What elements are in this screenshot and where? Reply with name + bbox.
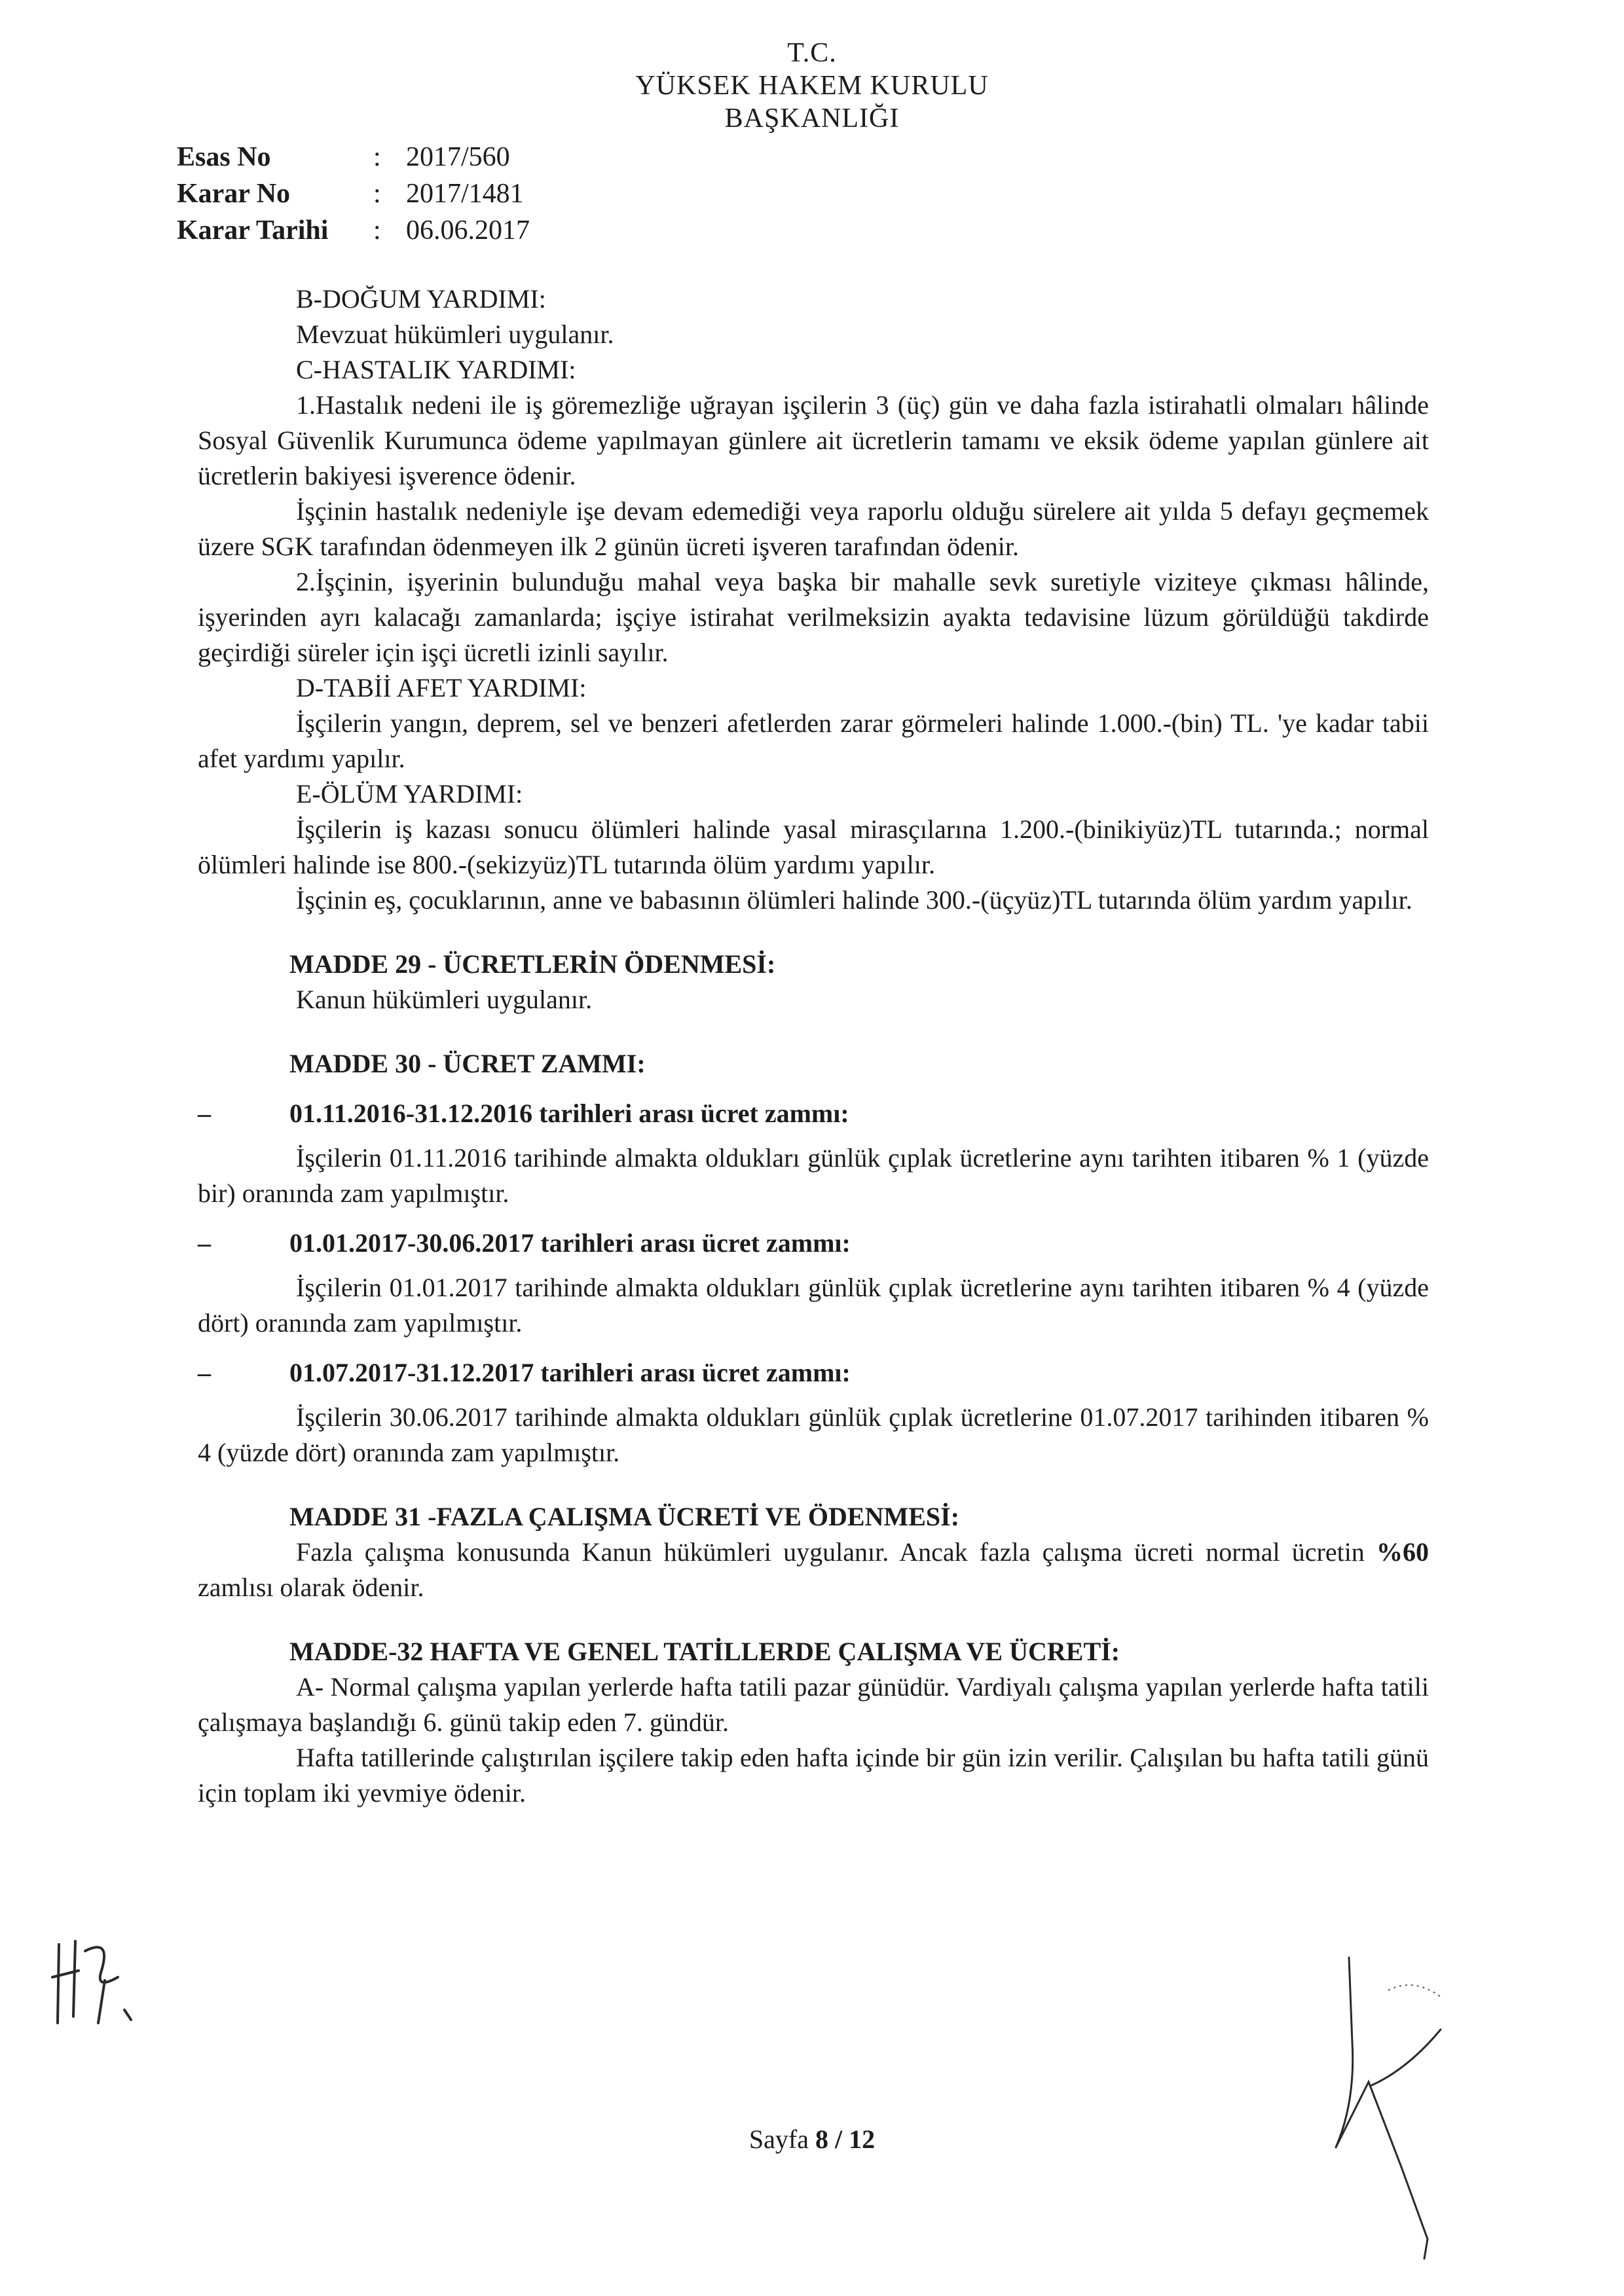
meta-label: Karar No xyxy=(177,179,291,209)
wage-increase-text: İşçilerin 01.01.2017 tarihinde almakta oldukları günlük çıplak ücretlerine aynı tarihten itibaren % 4 (yüzde dört) oranında zam yapılmıştır. xyxy=(198,1273,1429,1338)
article-31-text xyxy=(198,1535,1429,1605)
page-prefix: Sayfa xyxy=(748,2124,815,2154)
handwritten-signature xyxy=(1310,1951,1493,2265)
wage-increase-heading xyxy=(198,1355,1429,1391)
list-dash: – xyxy=(198,1099,211,1128)
article-30-title: MADDE 30 - ÜCRET ZAMMI: xyxy=(289,1049,646,1078)
paragraph-c3: 2.İşçinin, işyerinin bulunduğu mahal veya başka bir mahalle sevk suretiyle viziteye çıkması hâlinde, işyerinden ayrı kalacağı zamanlarda; işçiye istirahat verilmeksizin ayakta tedavisine lüzum görüldüğü takdirde geçirdiği süreler için işçi ücretli izinli sayılır. xyxy=(198,567,1429,667)
header-tc: T.C. xyxy=(787,38,837,68)
wage-increase-heading xyxy=(198,1096,1429,1131)
document-body xyxy=(198,282,1429,1811)
page-current: 8 xyxy=(815,2124,828,2154)
paragraph-c1: 1.Hastalık nedeni ile iş göremezliğe uğrayan işçilerin 3 (üç) gün ve daha fazla istirahatli olmaları hâlinde Sosyal Güvenlik Kurumunca ödeme yapılmayan günlere ait ücretlerin tamamı ve eksik ödeme yapılan günlere ait ücretlerin bakiyesi işverence ödenir. xyxy=(198,390,1429,490)
article-32-title: MADDE-32 HAFTA VE GENEL TATİLLERDE ÇALIŞMA VE ÜCRETİ: xyxy=(289,1637,1120,1666)
meta-sep: : xyxy=(373,215,381,246)
article-29-text: Kanun hükümleri uygulanır. xyxy=(296,985,593,1014)
article-32-paragraph-b: Hafta tatillerinde çalıştırılan işçilere takip eden hafta içinde bir gün izin verilir. Çalışılan bu hafta tatili günü için toplam iki yevmiye ödenir. xyxy=(198,1743,1429,1808)
section-text-b: Mevzuat hükümleri uygulanır. xyxy=(296,319,614,349)
article-29-title: MADDE 29 - ÜCRETLERİN ÖDENMESİ: xyxy=(289,949,776,979)
meta-row-tarih xyxy=(177,212,530,249)
paragraph-d: İşçilerin yangın, deprem, sel ve benzeri afetlerden zarar görmeleri halinde 1.000.-(bin) TL. 'ye kadar tabii afet yardımı yapılır. xyxy=(198,708,1429,773)
article-31-text-b: zamlısı olarak ödenir. xyxy=(198,1573,424,1602)
paragraph-e1: İşçilerin iş kazası sonucu ölümleri halinde yasal mirasçılarına 1.200.-(binikiyüz)TL tutarında.; normal ölümleri halinde ise 800.-(sekizyüz)TL tutarında ölüm yardımı yapılır. xyxy=(198,814,1429,879)
section-title-e: E-ÖLÜM YARDIMI: xyxy=(296,779,523,809)
header-institution: YÜKSEK HAKEM KURULU xyxy=(635,71,989,101)
wage-increase-heading xyxy=(198,1226,1429,1261)
meta-label: Karar Tarihi xyxy=(177,215,329,246)
meta-value: 2017/1481 xyxy=(406,179,524,209)
meta-sep: : xyxy=(373,142,381,172)
list-dash: – xyxy=(198,1358,211,1387)
wage-increase-text: İşçilerin 01.11.2016 tarihinde almakta oldukları günlük çıplak ücretlerine aynı tarihten itibaren % 1 (yüzde bir) oranında zam yapılmıştır. xyxy=(198,1143,1429,1208)
wage-increase-text: İşçilerin 30.06.2017 tarihinde almakta oldukları günlük çıplak ücretlerine 01.07.2017 tarihinden itibaren % 4 (yüzde dört) oranında zam yapılmıştır. xyxy=(198,1402,1429,1467)
meta-value: 06.06.2017 xyxy=(406,215,530,246)
section-title-d: D-TABİİ AFET YARDIMI: xyxy=(296,673,587,702)
list-dash: – xyxy=(198,1228,211,1258)
article-31-title: MADDE 31 -FAZLA ÇALIŞMA ÜCRETİ VE ÖDENMESİ: xyxy=(289,1502,960,1531)
section-title-b: B-DOĞUM YARDIMI: xyxy=(296,284,546,314)
case-meta xyxy=(177,139,530,249)
wage-increase-period: 01.07.2017-31.12.2017 tarihleri arası ücret zammı: xyxy=(289,1358,851,1387)
meta-row-karar xyxy=(177,175,530,212)
paragraph-e2: İşçinin eş, çocuklarının, anne ve babasının ölümleri halinde 300.-(üçyüz)TL tutarında ölüm yardım yapılır. xyxy=(296,885,1412,915)
meta-label: Esas No xyxy=(177,142,271,172)
wage-increase-period: 01.11.2016-31.12.2016 tarihleri arası ücret zammı: xyxy=(289,1099,849,1128)
article-31-rate: %60 xyxy=(1376,1537,1429,1567)
article-32-paragraph-a: A- Normal çalışma yapılan yerlerde hafta tatili pazar günüdür. Vardiyalı çalışma yapılan yerlerde hafta tatili çalışmaya başlandığı 6. günü takip eden 7. gündür. xyxy=(198,1672,1429,1737)
header-department: BAŞKANLIĞI xyxy=(724,103,900,134)
paragraph-c2: İşçinin hastalık nedeniyle işe devam edemediği veya raporlu olduğu sürelere ait yılda 5 defayı geçmemek üzere SGK tarafından ödenmeyen ilk 2 günün ücreti işveren tarafından ödenir. xyxy=(198,496,1429,561)
margin-initials-signature xyxy=(39,1931,151,2036)
page-sep: / xyxy=(828,2124,849,2154)
article-31-text-a: Fazla çalışma konusunda Kanun hükümleri uygulanır. Ancak fazla çalışma ücreti normal ücretin xyxy=(296,1537,1376,1567)
page-total: 12 xyxy=(849,2124,876,2154)
meta-sep: : xyxy=(373,179,381,209)
meta-row-esas xyxy=(177,139,530,175)
wage-increase-period: 01.01.2017-30.06.2017 tarihleri arası ücret zammı: xyxy=(289,1228,851,1258)
meta-value: 2017/560 xyxy=(406,142,510,172)
section-title-c: C-HASTALIK YARDIMI: xyxy=(296,355,576,384)
